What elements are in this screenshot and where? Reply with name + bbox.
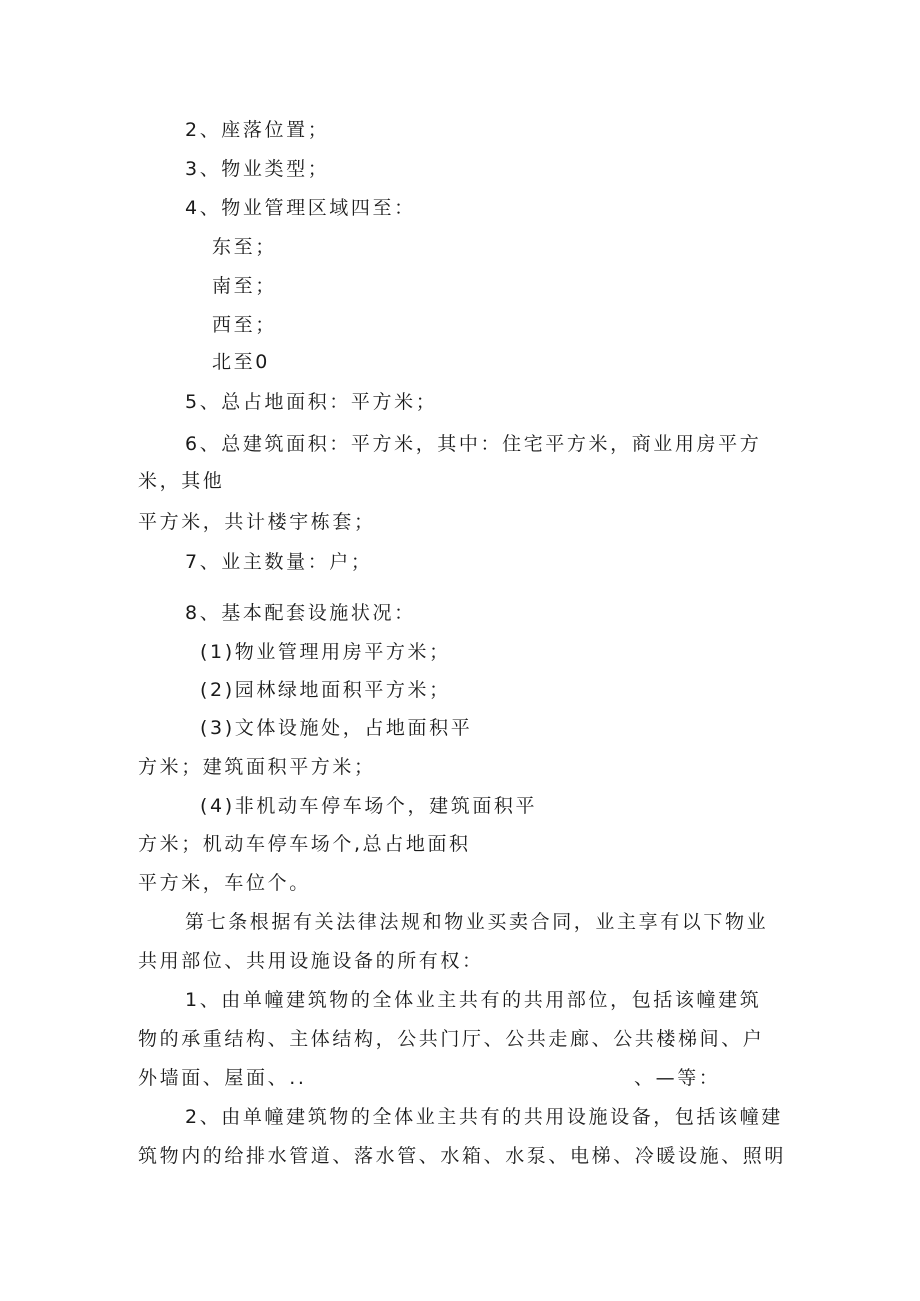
item-4-boundaries: 4、物业管理区域四至： — [185, 197, 416, 219]
article-7-item-2: 2、由单幢建筑物的全体业主共有的共用设施设备，包括该幢建 — [185, 1106, 783, 1128]
facility-4-continuation-1: 方米；机动车停车场个,总占地面积 — [138, 833, 471, 855]
article-7-item-2-line-2: 筑物内的给排水管道、落水管、水箱、水泵、电梯、冷暖设施、照明 — [138, 1145, 787, 1167]
facility-3-continuation: 方米；建筑面积平方米； — [138, 756, 376, 778]
article-7-item-1-line-3-right: 、—等： — [634, 1067, 721, 1089]
item-2-location: 2、座落位置； — [185, 119, 330, 141]
item-7-owner-count: 7、业主数量：户； — [185, 551, 373, 573]
facility-2-green-area: (2)园林绿地面积平方米； — [200, 679, 451, 701]
item-5-total-land-area: 5、总占地面积：平方米； — [185, 391, 438, 413]
facility-4-parking: (4)非机动车停车场个，建筑面积平 — [200, 795, 538, 817]
article-7-item-1: 1、由单幢建筑物的全体业主共有的共用部位，包括该幢建筑 — [185, 989, 762, 1011]
boundary-south: 南至； — [212, 275, 277, 297]
facility-1-management-room: (1)物业管理用房平方米； — [200, 641, 451, 663]
item-8-facilities: 8、基本配套设施状况： — [185, 602, 416, 624]
item-6-continuation-2: 平方米，共计楼宇栋套； — [138, 511, 376, 533]
article-7-item-1-line-3-left: 外墙面、屋面、.. — [138, 1067, 307, 1089]
item-6-total-building-area: 6、总建筑面积：平方米，其中：住宅平方米，商业用房平方 — [185, 433, 762, 455]
article-7-item-1-line-2: 物的承重结构、主体结构，公共门厅、公共走廊、公共楼梯间、户 — [138, 1028, 765, 1050]
article-7-continuation: 共用部位、共用设施设备的所有权： — [138, 950, 484, 972]
boundary-north: 北至0 — [212, 351, 270, 373]
item-6-continuation-1: 米，其他 — [138, 470, 225, 492]
item-3-property-type: 3、物业类型； — [185, 158, 330, 180]
facility-4-continuation-2: 平方米，车位个。 — [138, 872, 311, 894]
boundary-west: 西至； — [212, 314, 277, 336]
article-7-heading: 第七条根据有关法律法规和物业买卖合同，业主享有以下物业 — [185, 911, 769, 933]
boundary-east: 东至； — [212, 236, 277, 258]
facility-3-sports: (3)文体设施处，占地面积平 — [200, 717, 473, 739]
